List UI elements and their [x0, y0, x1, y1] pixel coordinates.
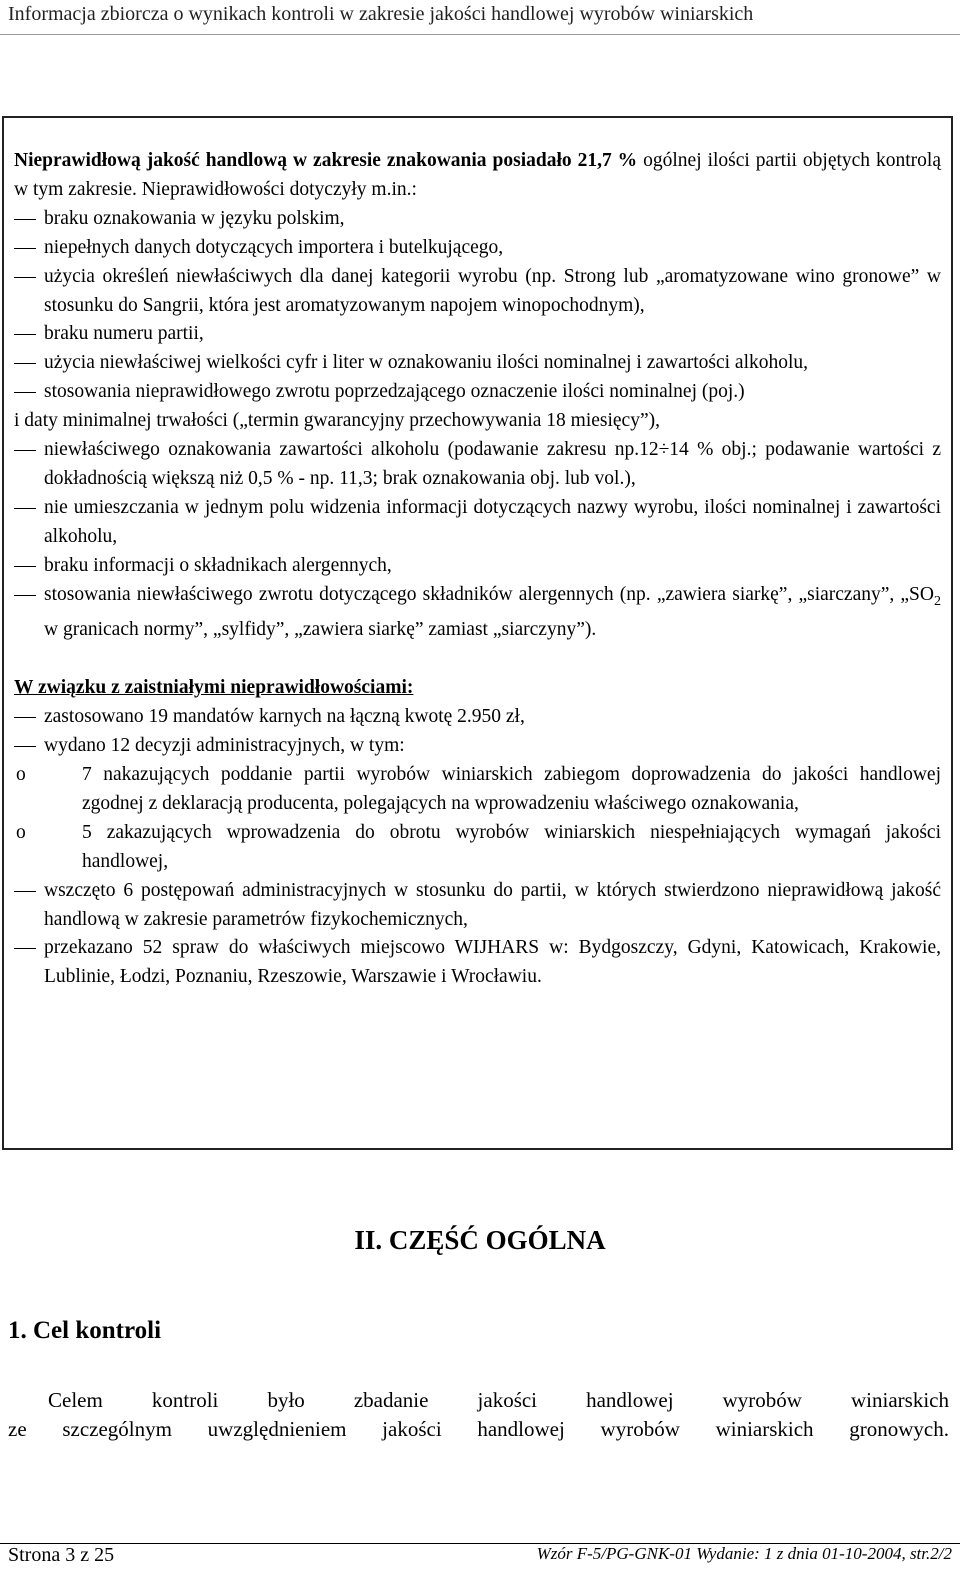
intro-rest: ogólnej ilości partii objętych kontrolą w tym zakresie. Nieprawidłowości dotyczyły m.in.:	[14, 150, 941, 200]
subaction-text: 5 zakazujących wprowadzenia do obrotu wyrobów winiarskich niespełniających wymagań jakości handlowej,	[82, 821, 941, 872]
decisions-list	[14, 761, 941, 877]
header-title: Informacja zbiorcza o wynikach kontroli w zakresie jakości handlowej wyrobów winiarskich	[8, 3, 754, 25]
part-title: II. CZĘŚĆ OGÓLNA	[354, 1225, 606, 1255]
list-item: wydano 12 decyzji administracyjnych, w tym:	[14, 732, 941, 761]
header-divider	[0, 34, 960, 35]
list-item: użycia określeń niewłaściwych dla danej kategorii wyrobu (np. Strong lub „aromatyzowane wino gronowe” w stosunku do Sangrii, która jest aromatyzowanym napojem winopochodnym),	[14, 263, 941, 321]
aim-line-2: ze szczególnym uwzględnieniem jakości handlowej wyrobów winiarskich gronowych.	[8, 1417, 949, 1441]
continuation-line: i daty minimalnej trwałości („termin gwarancyjny przechowywania 18 miesięcy”),	[14, 410, 660, 432]
list-item: braku oznakowania w języku polskim,	[14, 205, 941, 234]
circle-bullet: o	[16, 764, 26, 786]
section-title: 1. Cel kontroli	[8, 1317, 162, 1344]
list-item	[14, 761, 941, 819]
summary-box	[2, 116, 953, 1150]
actions-list-2	[14, 877, 941, 993]
subaction-text: 7 nakazujących poddanie partii wyrobów winiarskich zabiegom doprowadzenia do jakości handlowej zgodnej z deklaracją producenta, polegających na wprowadzeniu właściwego oznakowania,	[82, 764, 941, 814]
aim-line-1: Celem kontroli było zbadanie jakości handlowej wyrobów winiarskich	[48, 1388, 949, 1412]
list-item: nie umieszczania w jednym polu widzenia informacji dotyczących nazwy wyrobu, ilości nominalnej i zawartości alkoholu,	[14, 494, 941, 552]
list-item: wszczęto 6 postępowań administracyjnych w stosunku do partii, w których stwierdzono nieprawidłową jakość handlową w zakresie parametrów fizykochemicznych,	[14, 877, 941, 935]
page-number: Strona 3 z 25	[8, 1544, 115, 1566]
list-item: stosowania nieprawidłowego zwrotu poprzedzającego oznaczenie ilości nominalnej (poj.)	[14, 378, 941, 407]
intro-paragraph	[14, 147, 941, 205]
document-header	[0, 0, 960, 30]
list-item	[14, 819, 941, 877]
allergen-subscript: 2	[934, 593, 941, 609]
list-item: użycia niewłaściwej wielkości cyfr i liter w oznakowaniu ilości nominalnej i zawartości alkoholu,	[14, 349, 941, 378]
actions-list	[14, 703, 941, 761]
intro-bold: Nieprawidłową jakość handlową w zakresie znakowania posiadało 21,7 %	[14, 150, 638, 171]
form-reference: Wzór F-5/PG-GNK-01 Wydanie: 1 z dnia 01-10-2004, str.2/2	[536, 1544, 952, 1563]
section-heading: W związku z zaistniałymi nieprawidłowościami:	[14, 677, 414, 699]
allergen-text-pre: stosowania niewłaściwego zwrotu dotyczącego składników alergennych (np. „zawiera siarkę”, „siarczany”, „SO	[44, 583, 934, 605]
list-item: braku informacji o składnikach alergennych,	[14, 552, 941, 581]
irregularities-list	[14, 205, 941, 407]
list-item-allergens	[14, 581, 941, 646]
allergen-text-post: w granicach normy”, „sylfidy”, „zawiera siarkę” zamiast „siarczyny”).	[44, 619, 597, 641]
list-item: niewłaściwego oznakowania zawartości alkoholu (podawanie zakresu np.12÷14 % obj.; podawanie wartości z dokładnością większą niż 0,5 % - np. 11,3; brak oznakowania obj. lub vol.),	[14, 436, 941, 494]
list-item: przekazano 52 spraw do właściwych miejscowo WIJHARS w: Bydgoszczy, Gdyni, Katowicach, Krakowie, Lublinie, Łodzi, Poznaniu, Rzeszowie, Warszawie i Wrocławiu.	[14, 934, 941, 992]
circle-bullet: o	[16, 821, 26, 843]
list-item: niepełnych danych dotyczących importera i butelkującego,	[14, 234, 941, 263]
list-item: braku numeru partii,	[14, 320, 941, 349]
list-item: zastosowano 19 mandatów karnych na łączną kwotę 2.950 zł,	[14, 703, 941, 732]
aim-paragraph	[8, 1386, 949, 1444]
irregularities-list-2	[14, 436, 941, 645]
